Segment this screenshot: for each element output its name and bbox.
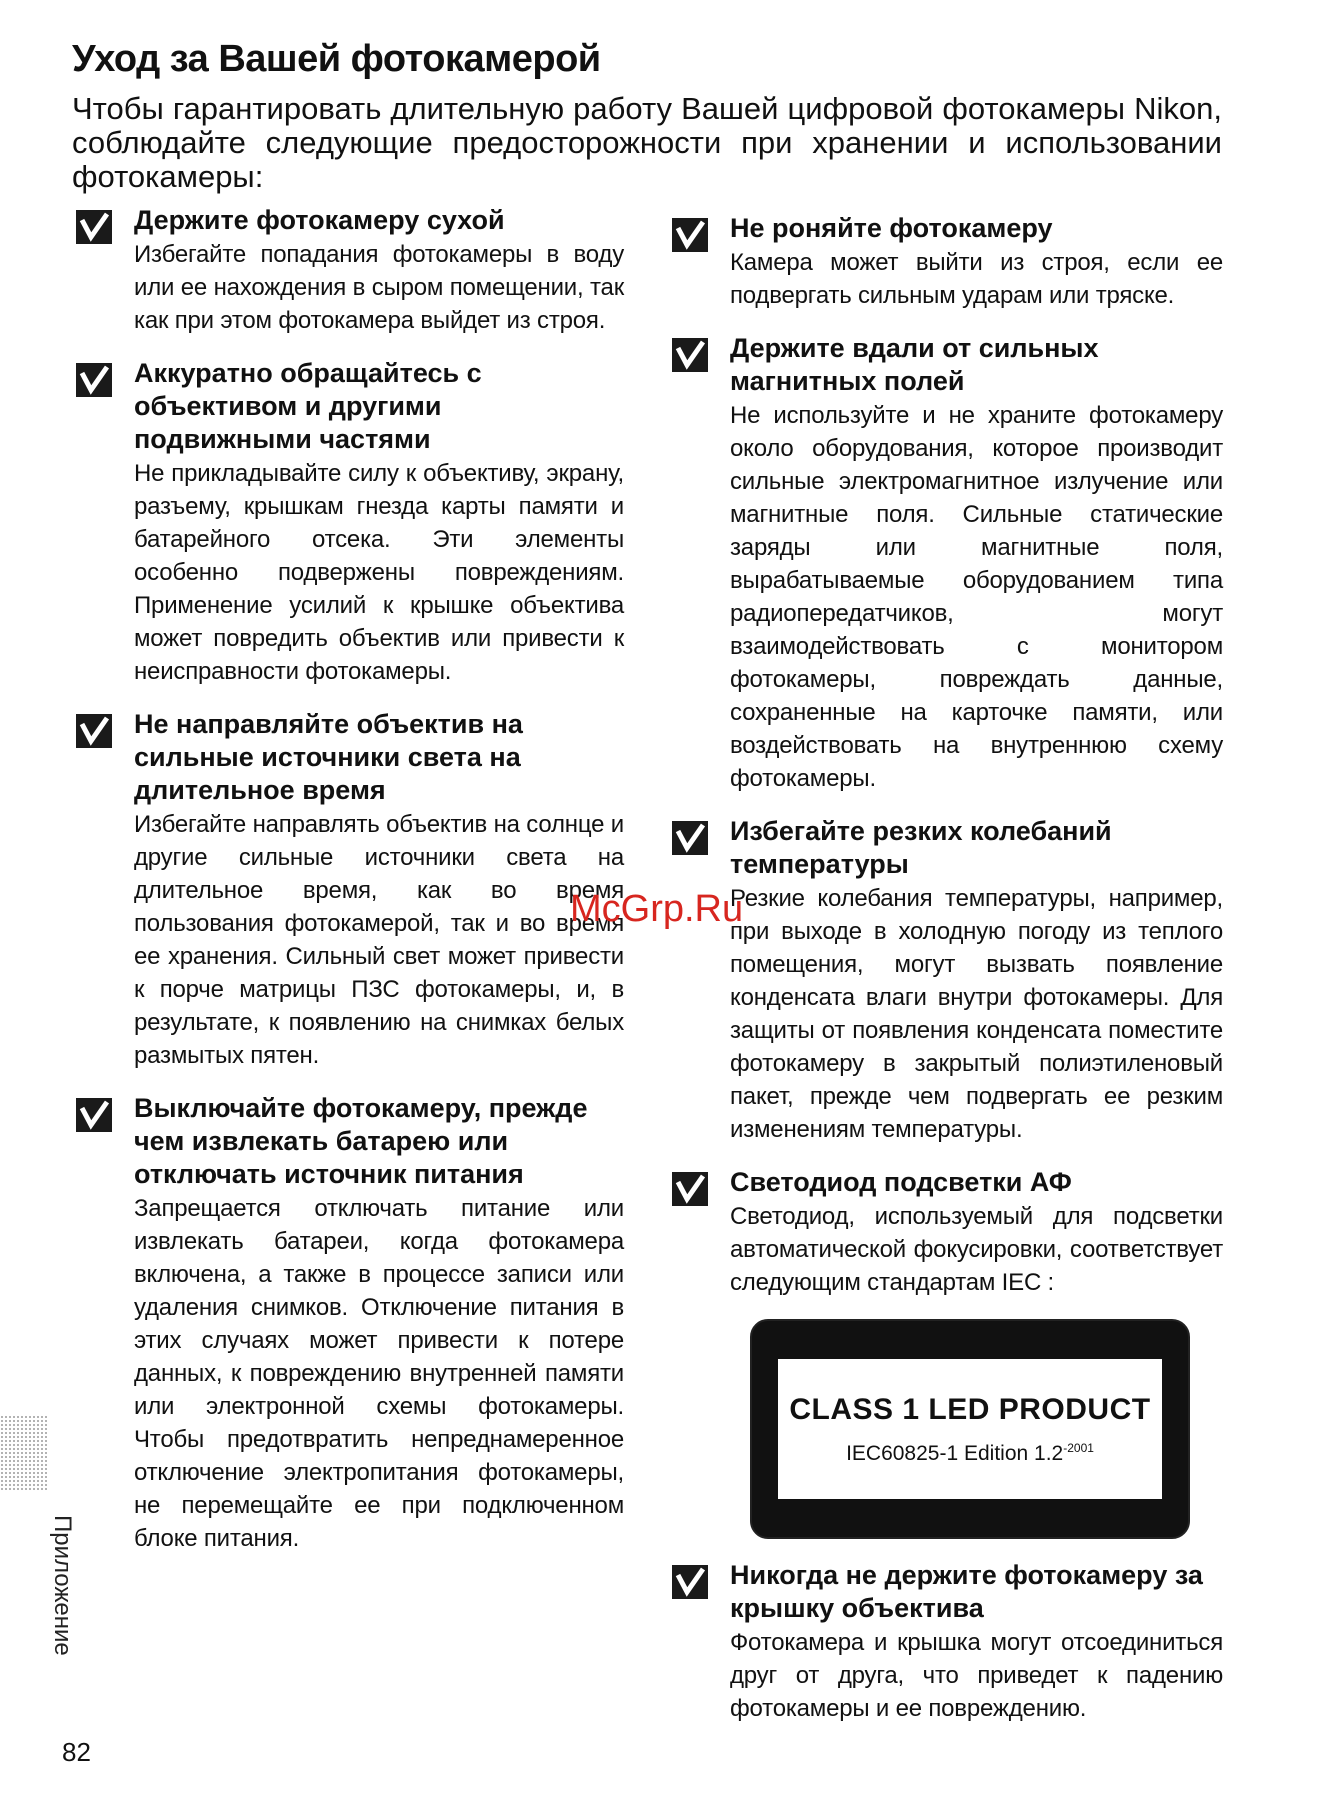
caution-item [72, 204, 624, 337]
section-side-label: Приложение [49, 1515, 76, 1656]
item-text: Не прикладывайте силу к объективу, экрану, разъему, крышкам гнезда карты памяти и батарейного отсека. Эти элементы особенно подвержены повреждениям. Применение усилий к крышке объектива может повредить объектив или привести к неисправности фотокамеры. [134, 460, 624, 685]
caution-item [668, 332, 1223, 795]
item-heading: Светодиод подсветки АФ [730, 1167, 1072, 1197]
caution-item [668, 1559, 1223, 1725]
item-text: Резкие колебания температуры, например, при выходе в холодную погоду из теплого помещения, могут вызвать появление конденсата влаги внутри фотокамеры. Для защиты от появления конденсата поместите фотокамеру в закрытый полиэтиленовый пакет, прежде чем подвергать ее резким изменениям температуры. [730, 885, 1223, 1143]
caution-item [72, 1092, 624, 1555]
caution-check-icon [672, 1565, 708, 1599]
led-class-text: CLASS 1 LED PRODUCT [789, 1393, 1151, 1426]
led-label-panel [778, 1359, 1162, 1499]
item-heading: Выключайте фотокамеру, прежде чем извлекать батарею или отключать источник питания [134, 1093, 588, 1189]
item-heading: Аккуратно обращайтесь с объективом и другими подвижными частями [134, 358, 482, 454]
caution-check-icon [672, 218, 708, 252]
item-heading: Держите фотокамеру сухой [134, 205, 505, 235]
intro-paragraph: Чтобы гарантировать длительную работу Вашей цифровой фотокамеры Nikon, соблюдайте следующие предосторожности при хранении и использовании фотокамеры: [72, 91, 1222, 194]
item-heading: Избегайте резких колебаний температуры [730, 816, 1112, 879]
watermark: McGrp.Ru [570, 888, 744, 930]
item-text: Светодиод, используемый для подсветки автоматической фокусировки, соответствует следующим стандартам IEC : [730, 1203, 1223, 1296]
caution-item [668, 815, 1223, 1146]
caution-check-icon [76, 363, 112, 397]
item-text: Избегайте попадания фотокамеры в воду или ее нахождения в сыром помещении, так как при этом фотокамера выйдет из строя. [134, 241, 624, 334]
page-number: 82 [62, 1737, 91, 1767]
led-standard [778, 1441, 1162, 1466]
caution-check-icon [672, 1172, 708, 1206]
caution-check-icon [672, 338, 708, 372]
item-text: Запрещается отключать питание или извлекать батареи, когда фотокамера включена, а также в процессе записи или удаления снимков. Отключение питания в этих случаях может привести к потере данных, к повреждению внутренней памяти или электронной схемы фотокамеры. Чтобы предотвратить непреднамеренное отключение электропитания фотокамеры, не перемещайте ее при подключенном блоке питания. [134, 1195, 624, 1552]
led-standard-text: IEC60825-1 Edition 1.2 [846, 1442, 1064, 1465]
page-title: Уход за Вашей фотокамерой [72, 38, 601, 80]
caution-item [668, 212, 1223, 312]
caution-check-icon [76, 1098, 112, 1132]
item-text: Не используйте и не храните фотокамеру около оборудования, которое производит сильные электромагнитное излучение или магнитные поля. Сильные статические заряды или магнитные поля, вырабатываемые оборудованием типа радиопередатчиков, могут взаимодействовать с монитором фотокамеры, повреждать данные, сохраненные на карточке памяти, или воздействовать на внутреннюю схему фотокамеры. [730, 402, 1223, 792]
caution-check-icon [76, 714, 112, 748]
caution-item [668, 1166, 1223, 1539]
caution-check-icon [672, 821, 708, 855]
item-heading: Не роняйте фотокамеру [730, 213, 1053, 243]
led-class-label [750, 1319, 1190, 1539]
item-heading: Никогда не держите фотокамеру за крышку объектива [730, 1560, 1203, 1623]
right-column [668, 212, 1223, 1745]
caution-check-icon [76, 210, 112, 244]
item-text: Избегайте направлять объектив на солнце и другие сильные источники света на длительное время, как во время пользования фотокамерой, так и во время ее хранения. Сильный свет может привести к порче матрицы ПЗС фотокамеры, и, в результате, к появлению на снимках белых размытых пятен. [134, 811, 624, 1069]
item-heading: Держите вдали от сильных магнитных полей [730, 333, 1099, 396]
item-heading: Не направляйте объектив на сильные источники света на длительное время [134, 709, 523, 805]
item-text: Фотокамера и крышка могут отсоединиться друг от друга, что приведет к падению фотокамеры и ее повреждению. [730, 1629, 1223, 1722]
led-standard-year: -2001 [1063, 1441, 1094, 1455]
item-text: Камера может выйти из строя, если ее подвергать сильным ударам или тряске. [730, 249, 1223, 309]
section-tab-pattern [0, 1415, 48, 1490]
left-column [72, 204, 624, 1575]
caution-item [72, 357, 624, 688]
caution-item [72, 708, 624, 1072]
